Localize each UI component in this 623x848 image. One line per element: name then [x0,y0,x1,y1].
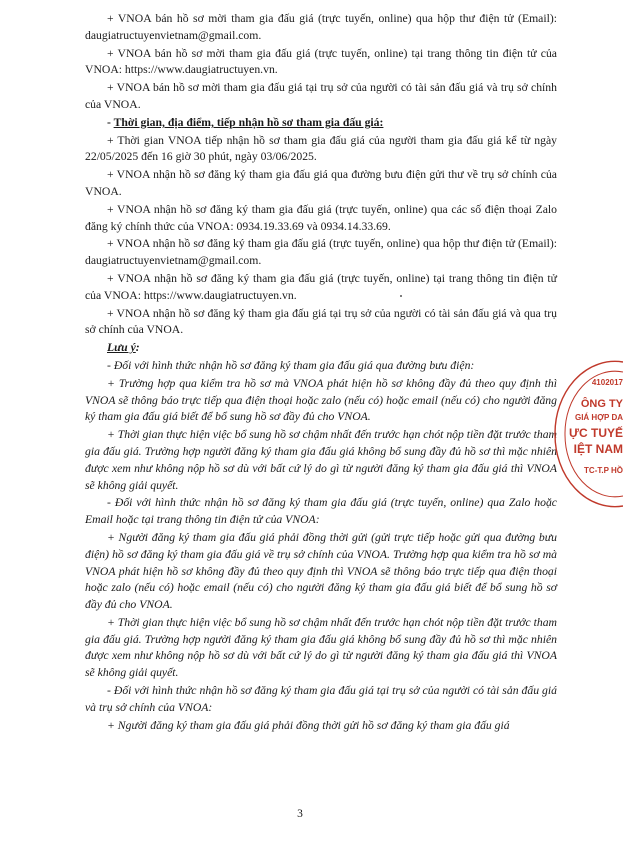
paragraph-sell-website: + VNOA bán hồ sơ mời tham gia đấu giá (trực tuyến, online) tại trang thông tin điện tử của VNOA: https://www.daugiatructuyen.vn. [85,46,557,77]
note-colon: : [135,341,140,355]
paragraph-receive-office: + VNOA nhận hồ sơ đăng ký tham gia đấu giá tại trụ sở của người có tài sản đấu giá và qua trụ sở chính của VNOA. [85,306,557,337]
paragraph-receive-post: + VNOA nhận hồ sơ đăng ký tham gia đấu giá qua đường bưu điện gửi thư về trụ sở chính của VNOA. [85,168,557,198]
note-online-deadline: + Thời gian thực hiện việc bổ sung hồ sơ chậm nhất đến trước hạn chót nộp tiền đặt trước tham gia đấu giá. Trường hợp người đăng ký tham gia đấu giá không bổ sung đầy đủ hồ sơ thì mặc nhiên được xem như không nộp hồ sơ dù với bất cứ lý do gì từ người đăng ký tham gia đấu giá thì VNOA sẽ không giải quyết. [85,615,557,680]
stamp-line-6: TC-T.P HỒ [584,466,623,475]
stamp-line-3: GIÁ HỢP DA [574,413,623,422]
scan-speck [400,295,402,297]
note-post-deadline: + Thời gian thực hiện việc bổ sung hồ sơ chậm nhất đến trước hạn chót nộp tiền đặt trước tham gia đấu giá. Trường hợp người đăng ký tham gia đấu giá không bổ sung đầy đủ hồ sơ thì mặc nhiên được xem như không nộp hồ sơ dù với bất cứ lý do gì từ người đăng ký tham gia đấu giá thì VNOA sẽ không giải quyết. [85,428,557,492]
note-title: Lưu ý [107,341,136,355]
note-online-send: + Người đăng ký tham gia đấu giá phải đồng thời gửi (gửi trực tiếp hoặc gửi qua đường bưu điện) hồ sơ đăng ký tham gia đấu giá về trụ sở chính của VNOA. Trường hợp qua kiểm tra hồ sơ mà VNOA phát hiện hồ sơ không đầy đủ theo quy định thì VNOA sẽ thông báo trực tiếp qua điện thoại hoặc zalo (nếu có) hoặc email (nếu có) cho người đăng ký tham gia đấu giá biết để bổ sung hồ sơ đầy đủ cho VNOA. [85,530,557,612]
paragraph-sell-office: + VNOA bán hồ sơ mời tham gia đấu giá tại trụ sở của người có tài sản đấu giá và trụ sở chính của VNOA. [85,81,557,111]
paragraph-receive-zalo: + VNOA nhận hồ sơ đăng ký tham gia đấu giá (trực tuyến, online) qua các số điện thoại Zalo đăng ký chính thức của VNOA: 0934.19.33.69 và 0934.14.33.69. [85,202,557,233]
paragraph-receive-email: + VNOA nhận hồ sơ đăng ký tham gia đấu giá (trực tuyến, online) qua hộp thư điện tử (Email): daugiatructuyenvietnam@gmail.com. [85,237,557,268]
stamp-line-1: 4102017 [591,378,623,387]
note-heading [85,340,557,357]
section-heading [85,115,557,132]
paragraph-receive-period: + Thời gian VNOA tiếp nhận hồ sơ tham gia đấu giá của người tham gia đấu giá kể từ ngày 22/05/2025 đến 16 giờ 30 phút, ngày 03/06/2025. [85,133,557,164]
stamp-line-5: IỆT NAM [573,442,623,456]
stamp-line-2: ÔNG TY [580,398,623,410]
note-office-send: + Người đăng ký tham gia đấu giá phải đồng thời gửi hồ sơ đăng ký tham gia đấu giá [107,718,510,732]
paragraph-sell-email: + VNOA bán hồ sơ mời tham gia đấu giá (trực tuyến, online) qua hộp thư điện tử (Email): daugiatructuyenvietnam@gmail.com. [85,12,557,42]
document-body [85,11,557,735]
page-number: 3 [297,808,303,820]
note-online-intro: - Đối với hình thức nhận hồ sơ đăng ký tham gia đấu giá (trực tuyến, online) qua Zalo hoặc Email hoặc tại trang thông tin điện tử của VNOA: [85,496,557,527]
paragraph-receive-website: + VNOA nhận hồ sơ đăng ký tham gia đấu giá (trực tuyến, online) tại trang thông tin điện tử của VNOA: https://www.daugiatructuyen.vn. [85,271,557,302]
note-post-intro: - Đối với hình thức nhận hồ sơ đăng ký tham gia đấu giá qua đường bưu điện: [107,358,475,372]
company-stamp [553,360,623,508]
note-office-intro: - Đối với hình thức nhận hồ sơ đăng ký tham gia đấu giá tại trụ sở của người có tài sản đấu giá và trụ sở chính của VNOA: [85,684,557,714]
heading-prefix: - [107,115,114,129]
stamp-line-4: ỰC TUYẾ [569,426,623,440]
heading-text: Thời gian, địa điểm, tiếp nhận hồ sơ tham gia đấu giá: [113,115,384,129]
note-post-check: + Trường hợp qua kiểm tra hồ sơ mà VNOA phát hiện hồ sơ không đầy đủ theo quy định thì VNOA sẽ thông báo trực tiếp qua điện thoại hoặc zalo (nếu có) hoặc email (nếu có) cho người đăng ký tham gia đấu giá biết để bổ sung hồ sơ đầy đủ cho VNOA. [85,376,557,424]
